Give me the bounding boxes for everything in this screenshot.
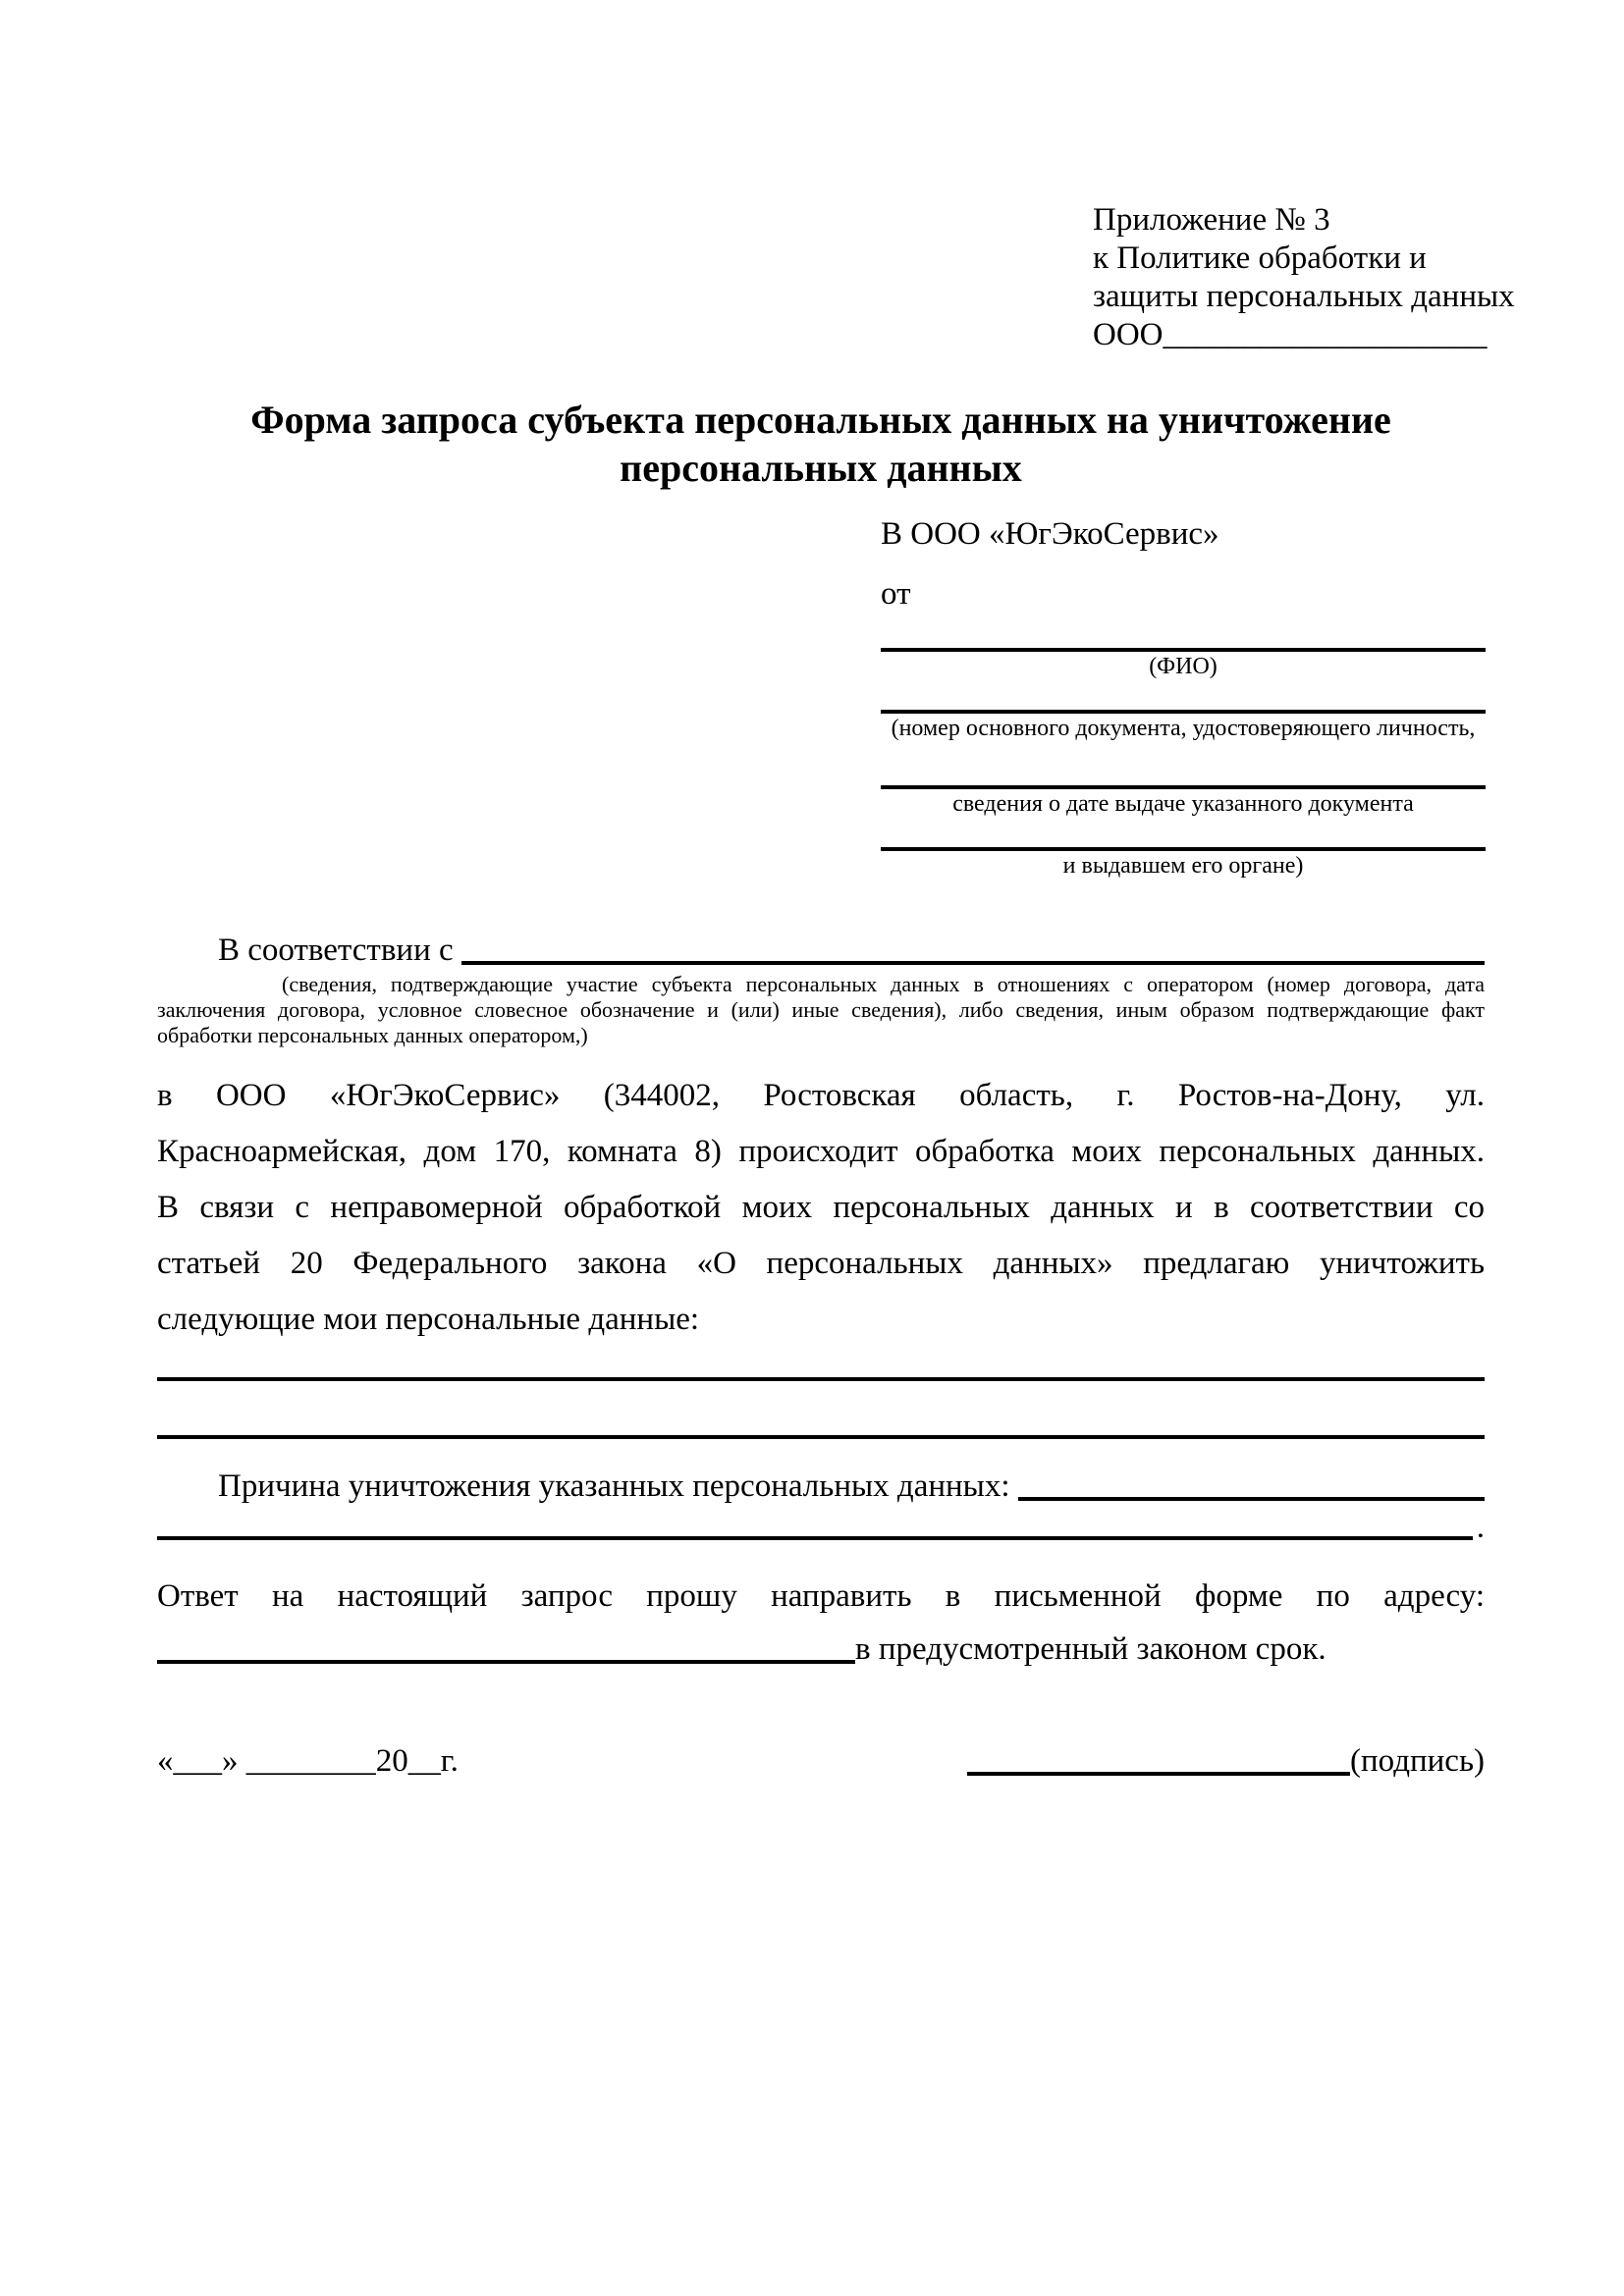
footer-row	[157, 1739, 1485, 1783]
reason-label: Причина уничтожения указанных персональных данных:	[218, 1468, 1010, 1504]
reason-continuation-row	[157, 1508, 1485, 1547]
request-paragraph-line: в ООО «ЮгЭкоСервис» (344002, Ростовская область, г. Ростов-на-Дону, ул.	[157, 1078, 1485, 1113]
document-number-field-line	[881, 681, 1486, 714]
request-paragraph-line: В связи с неправомерной обработкой моих персональных данных и в соответствии со	[157, 1190, 1485, 1225]
addressee-block	[881, 514, 1486, 881]
fine-print-line: (сведения, подтверждающие участие субъекта персональных данных в отношениях с оператором (номер договора, дата	[282, 972, 1485, 996]
request-paragraph-line: статьей 20 Федерального закона «О персональных данных» предлагаю уничтожить	[157, 1246, 1485, 1281]
issuing-authority-field-caption: и выдавшем его органе)	[1062, 853, 1304, 879]
accordance-blank-line	[461, 929, 1485, 965]
fine-print-line: обработки персональных данных оператором,)	[157, 1023, 588, 1047]
fio-field-line	[881, 614, 1486, 652]
issuing-authority-field-line	[881, 819, 1486, 851]
issue-date-field-line	[881, 743, 1486, 789]
signature-blank-line	[967, 1772, 1350, 1776]
signature-group	[967, 1739, 1485, 1783]
request-paragraph-line: следующие мои персональные данные:	[157, 1302, 700, 1337]
fine-print-clause	[157, 972, 1485, 1048]
reason-tail-period: .	[1476, 1510, 1485, 1545]
form-title-line: Форма запроса субъекта персональных данных на уничтожение	[250, 398, 1391, 442]
form-title	[157, 396, 1485, 492]
request-paragraph-line: Красноармейская, дом 170, комната 8) происходит обработка моих персональных данных.	[157, 1134, 1485, 1169]
answer-address-row	[157, 1628, 1485, 1671]
signature-caption: (подпись)	[1350, 1743, 1485, 1779]
answer-term-text: в предусмотренный законом срок.	[855, 1631, 1326, 1667]
main-text	[157, 929, 1485, 1671]
form-title-line: персональных данных	[620, 446, 1022, 490]
addressee-company: В ООО «ЮгЭкоСервис»	[881, 516, 1219, 552]
date-blank-line: «___» ________20__г.	[157, 1743, 459, 1779]
personal-data-blank-line-1	[157, 1348, 1485, 1381]
appendix-note-company-blank: ООО____________________	[1093, 317, 1488, 352]
reason-continuation-blank-line	[157, 1508, 1473, 1540]
appendix-note-line: Приложение № 3	[1093, 202, 1330, 238]
accordance-label: В соответствии с	[218, 933, 454, 968]
reason-blank-line	[1018, 1465, 1485, 1501]
accordance-row	[157, 929, 1485, 972]
answer-address-blank-line	[157, 1628, 855, 1664]
fio-field-caption: (ФИО)	[1149, 654, 1218, 679]
personal-data-blank-line-2	[157, 1381, 1485, 1439]
reason-row	[157, 1465, 1485, 1508]
addressee-from-label: от	[881, 576, 911, 612]
appendix-note	[1093, 201, 1515, 354]
fine-print-line: заключения договора, условное словесное обозначение и (или) иные сведения), либо сведения, иным образом подтверждающие факт	[157, 997, 1485, 1022]
appendix-note-line: защиты персональных данных	[1093, 279, 1515, 314]
issue-date-field-caption: сведения о дате выдаче указанного документа	[952, 791, 1414, 817]
appendix-note-line: к Политике обработки и	[1093, 240, 1427, 276]
document-number-field-caption: (номер основного документа, удостоверяющего личность,	[891, 716, 1476, 741]
request-paragraph	[157, 1068, 1485, 1348]
answer-request-line: Ответ на настоящий запрос прошу направить в письменной форме по адресу:	[157, 1578, 1485, 1614]
